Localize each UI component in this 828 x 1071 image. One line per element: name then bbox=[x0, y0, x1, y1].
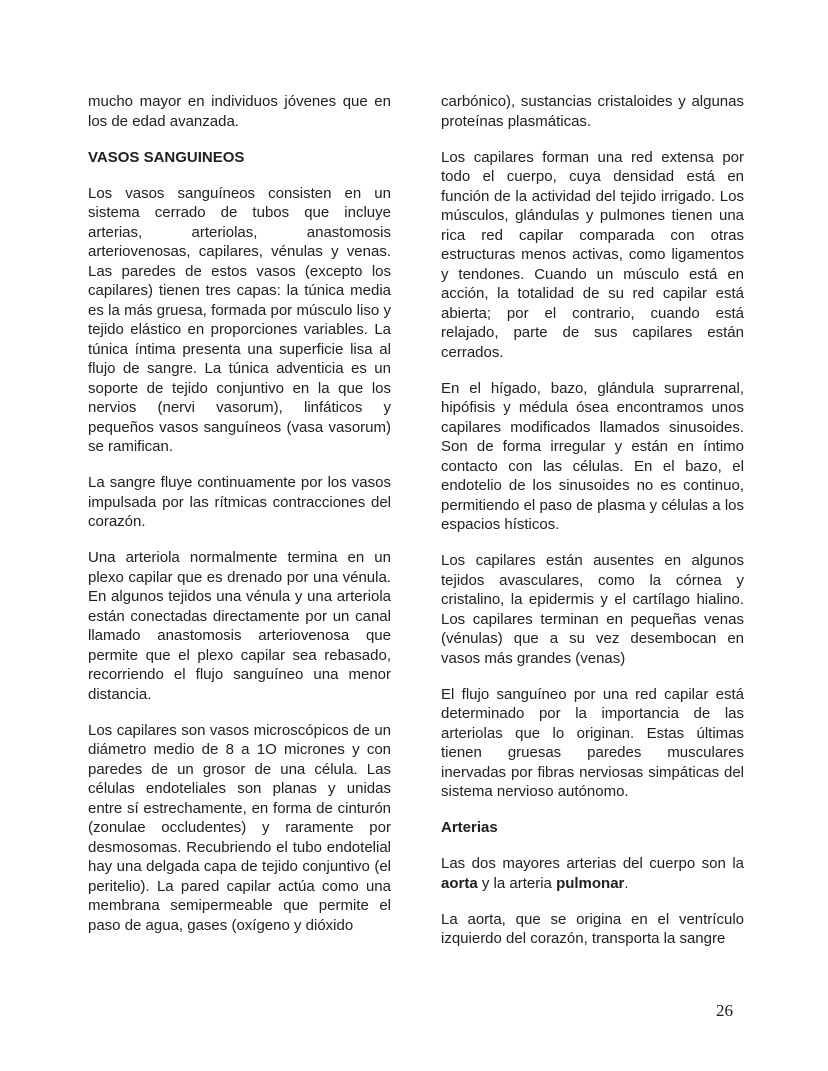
paragraph-avascular-tissues: Los capilares están ausentes en algunos tejidos avasculares, como la córnea y cristalino, la epidermis y el cartílago hialino. Los capilares terminan en pequeñas venas (vénulas) que a su vez desembocan en vasos más grandes (venas) bbox=[441, 552, 744, 667]
paragraph-arteriole-plexus: Una arteriola normalmente termina en un plexo capilar que es drenado por una vénula. En algunos tejidos una vénula y una arteriola están conectadas directamente por un canal llamado anastomosis arteriovenosa que permite que el plexo capilar sea rebasado, recorriendo el flujo sanguíneo una menor distancia. bbox=[88, 549, 391, 703]
paragraph-major-arteries bbox=[441, 854, 744, 893]
right-column bbox=[441, 92, 744, 949]
paragraph-text: Las dos mayores arterias del cuerpo son la bbox=[441, 855, 744, 872]
section-heading-arterias: Arterias bbox=[441, 819, 498, 836]
paragraph-age-comparison: mucho mayor en individuos jóvenes que en los de edad avanzada. bbox=[88, 93, 391, 130]
left-column bbox=[88, 92, 391, 935]
paragraph-blood-flow: La sangre fluye continuamente por los vasos impulsada por las rítmicas contracciones del corazón. bbox=[88, 474, 391, 530]
paragraph-aorta-origin: La aorta, que se origina en el ventrículo izquierdo del corazón, transporta la sangre bbox=[441, 910, 744, 947]
paragraph-capillary-exchange: carbónico), sustancias cristaloides y algunas proteínas plasmáticas. bbox=[441, 93, 744, 130]
paragraph-text: y la arteria bbox=[477, 874, 557, 892]
page-number: 26 bbox=[716, 1001, 733, 1020]
bold-term-pulmonar: pulmonar bbox=[556, 874, 625, 892]
bold-term-aorta: aorta bbox=[441, 874, 478, 892]
paragraph-capillaries-microscopic: Los capilares son vasos microscópicos de un diámetro medio de 8 a 1O micrones y con paredes de un grosor de una célula. Las células endoteliales son planas y unidas entre sí estrechamente, en forma de cinturón (zonulae occludentes) y raramente por desmosomas. Recubriendo el tubo endotelial hay una delgada capa de tejido conjuntivo (el peritelio). La pared capilar actúa como una membrana semipermeable que permite el paso de agua, gases (oxígeno y dióxido bbox=[88, 721, 391, 934]
paragraph-capillary-flow: El flujo sanguíneo por una red capilar está determinado por la importancia de las arteriolas que lo originan. Estas últimas tienen gruesas paredes musculares inervadas por fibras nerviosas simpáticas del sistema nervioso autónomo. bbox=[441, 685, 744, 800]
paragraph-text: . bbox=[624, 874, 629, 892]
paragraph-sinusoids: En el hígado, bazo, glándula suprarrenal, hipófisis y médula ósea encontramos unos capilares modificados llamados sinusoides. Son de forma irregular y están en íntimo contacto con las células. En el bazo, el endotelio de los sinusoides no es continuo, permitiendo el paso de plasma y células a los espacios hísticos. bbox=[441, 379, 744, 533]
paragraph-capillary-network: Los capilares forman una red extensa por todo el cuerpo, cuya densidad está en función de la actividad del tejido irrigado. Los músculos, glándulas y pulmones tienen una rica red capilar comparada con otras estructuras menos activas, como ligamentos y tendones. Cuando un músculo está en acción, la totalidad de su red capilar está abierta; por el contrario, cuando está relajado, parte de sus capilares están cerrados. bbox=[441, 148, 744, 361]
section-heading-vasos-sanguineos: VASOS SANGUINEOS bbox=[88, 148, 245, 166]
paragraph-vessel-structure: Los vasos sanguíneos consisten en un sistema cerrado de tubos que incluye arterias, arteriolas, anastomosis arteriovenosas, capilares, vénulas y venas. Las paredes de estos vasos (excepto los capilares) tienen tres capas: la túnica media es la más gruesa, formada por músculo liso y tejido elástico en proporciones variables. La túnica íntima presenta una superficie lisa al flujo de sangre. La túnica adventicia es un soporte de tejido conjuntivo en la que los nervios (nervi vasorum), linfáticos y pequeños vasos sanguíneos (vasa vasorum) se ramifican. bbox=[88, 184, 391, 455]
